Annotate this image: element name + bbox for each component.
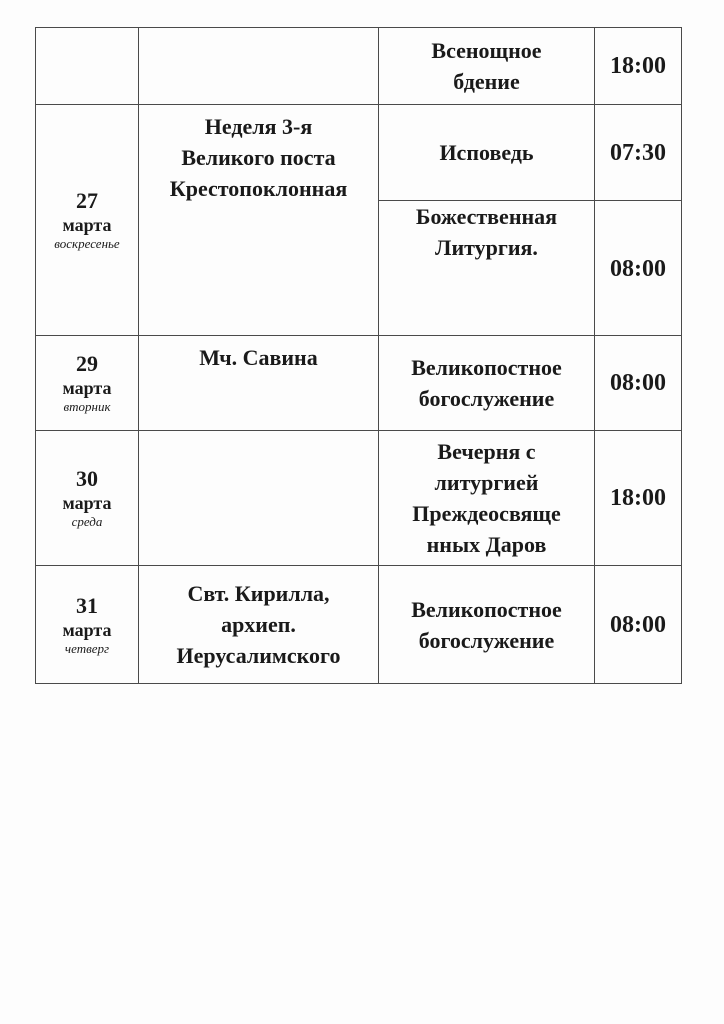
date-weekday: четверг: [64, 640, 110, 656]
date-month: марта: [62, 619, 112, 640]
time-cell: [595, 336, 682, 431]
time-cell: [595, 431, 682, 566]
feast-cell: [139, 105, 379, 336]
time-cell: [595, 105, 682, 201]
service-cell: [379, 105, 595, 201]
service-name: Великопостное богослужение: [411, 355, 562, 411]
schedule-row: [36, 105, 682, 201]
date-day: 31: [76, 592, 98, 618]
service-time: 18:00: [610, 485, 666, 511]
feast-cell: [139, 431, 379, 566]
service-cell: [379, 566, 595, 684]
date-day: 29: [76, 351, 98, 376]
date-month: марта: [62, 493, 112, 513]
schedule-row: [36, 336, 682, 431]
time-cell: [595, 201, 682, 336]
feast-name: Неделя 3-я Великого поста Крестопоклонная: [169, 114, 348, 201]
date-weekday: воскресенье: [54, 236, 120, 251]
date-cell: [36, 431, 139, 566]
service-cell: [379, 28, 595, 105]
service-time: 08:00: [610, 611, 666, 638]
service-cell: [379, 201, 595, 336]
date-day: 30: [76, 466, 98, 491]
service-time: 18:00: [610, 53, 666, 79]
schedule-row: [36, 431, 682, 566]
feast-cell-empty: [139, 28, 379, 105]
time-cell: [595, 566, 682, 684]
feast-cell: [139, 566, 379, 684]
service-name: Всенощное бдение: [431, 38, 542, 94]
service-time: 07:30: [610, 139, 666, 166]
date-weekday: вторник: [63, 399, 111, 414]
service-cell: [379, 431, 595, 566]
date-day: 27: [76, 188, 98, 213]
service-cell: [379, 336, 595, 431]
date-weekday: среда: [71, 514, 103, 529]
service-time: 08:00: [610, 370, 666, 396]
time-cell: [595, 28, 682, 105]
date-month: марта: [62, 215, 112, 235]
feast-cell: [139, 336, 379, 431]
service-name: Исповедь: [439, 140, 534, 165]
date-cell: [36, 336, 139, 431]
service-name: Вечерня с литургией Преждеосвяще нных Даров: [412, 439, 561, 557]
feast-name: Свт. Кирилла, архиеп. Иерусалимского: [176, 581, 341, 668]
schedule-row: [36, 566, 682, 684]
service-name: Великопостное богослужение: [411, 596, 562, 653]
feast-name: Мч. Савина: [199, 345, 318, 370]
service-time: 08:00: [610, 256, 666, 282]
schedule-row: [36, 28, 682, 105]
date-cell: [36, 105, 139, 336]
service-name: Божественная Литургия.: [415, 204, 558, 260]
date-month: марта: [62, 378, 112, 398]
date-cell-empty: [36, 28, 139, 105]
date-cell: [36, 566, 139, 684]
service-schedule-table: [35, 27, 682, 684]
